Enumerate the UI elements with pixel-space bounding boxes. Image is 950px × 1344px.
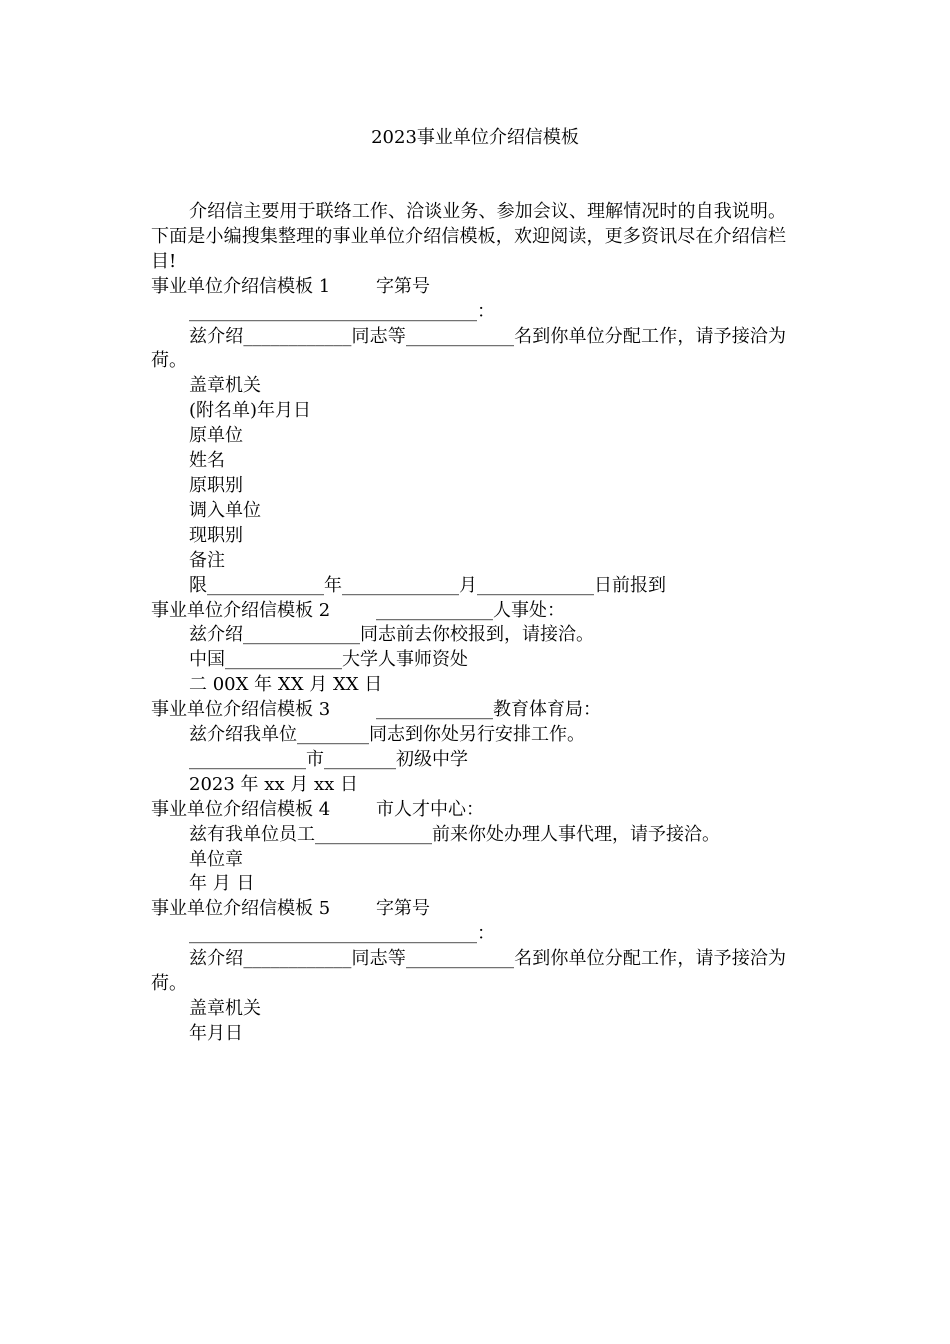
- template-1-seal: 盖章机关: [189, 375, 261, 397]
- template-5-body: 兹介绍____________同志等____________名到你单位分配工作，请予接洽为荷。: [151, 948, 786, 995]
- template-4-heading: 事业单位介绍信模板 4 市人才中心：: [151, 798, 484, 820]
- template-1-body: 兹介绍____________同志等____________名到你单位分配工作，请予接洽为荷。: [151, 325, 786, 372]
- template-1-field-new-unit: 调入单位: [189, 499, 261, 521]
- template-3-body: 兹介绍我单位________同志到你处另行安排工作。: [189, 724, 585, 746]
- document-title: 2023事业单位介绍信模板: [371, 127, 579, 148]
- template-1-recipient: ________________________________：: [189, 300, 495, 322]
- template-4-seal: 单位章: [189, 848, 243, 870]
- template-2-heading: 事业单位介绍信模板 2 _____________人事处：: [151, 599, 565, 621]
- template-1-date: (附名单)年月日: [189, 400, 312, 422]
- template-3-sign: _____________市________初级中学: [189, 748, 468, 770]
- template-3-date: 2023 年 xx 月 xx 日: [189, 773, 359, 795]
- template-1-field-cur-title: 现职别: [189, 524, 243, 546]
- template-5-recipient: ________________________________：: [189, 923, 495, 945]
- intro-paragraph: 介绍信主要用于联络工作、洽谈业务、参加会议、理解情况时的自我说明。下面是小编搜集整理的事业单位介绍信模板，欢迎阅读，更多资讯尽在介绍信栏目!: [151, 201, 786, 272]
- template-2-date: 二 00X 年 XX 月 XX 日: [189, 674, 383, 696]
- template-1-field-orig-title: 原职别: [189, 474, 243, 496]
- template-5-seal: 盖章机关: [189, 998, 261, 1019]
- template-2-sign: 中国_____________大学人事师资处: [189, 649, 468, 671]
- template-4-body: 兹有我单位员工_____________前来你处办理人事代理，请予接洽。: [189, 823, 720, 845]
- template-1-heading: 事业单位介绍信模板 1 字第号: [151, 275, 430, 297]
- template-1-field-notes: 备注: [189, 549, 225, 571]
- template-1-deadline: 限_____________年_____________月_____________日前报到: [189, 574, 666, 596]
- template-4-date: 年 月 日: [189, 873, 255, 895]
- template-3-heading: 事业单位介绍信模板 3 _____________教育体育局：: [151, 699, 601, 721]
- template-1-field-orig-unit: 原单位: [189, 425, 243, 447]
- template-2-body: 兹介绍_____________同志前去你校报到，请接洽。: [189, 624, 594, 646]
- document-body: [151, 200, 786, 1047]
- template-5-date: 年月日: [189, 1022, 243, 1044]
- template-1-field-name: 姓名: [189, 450, 225, 472]
- template-5-heading: 事业单位介绍信模板 5 字第号: [151, 898, 430, 920]
